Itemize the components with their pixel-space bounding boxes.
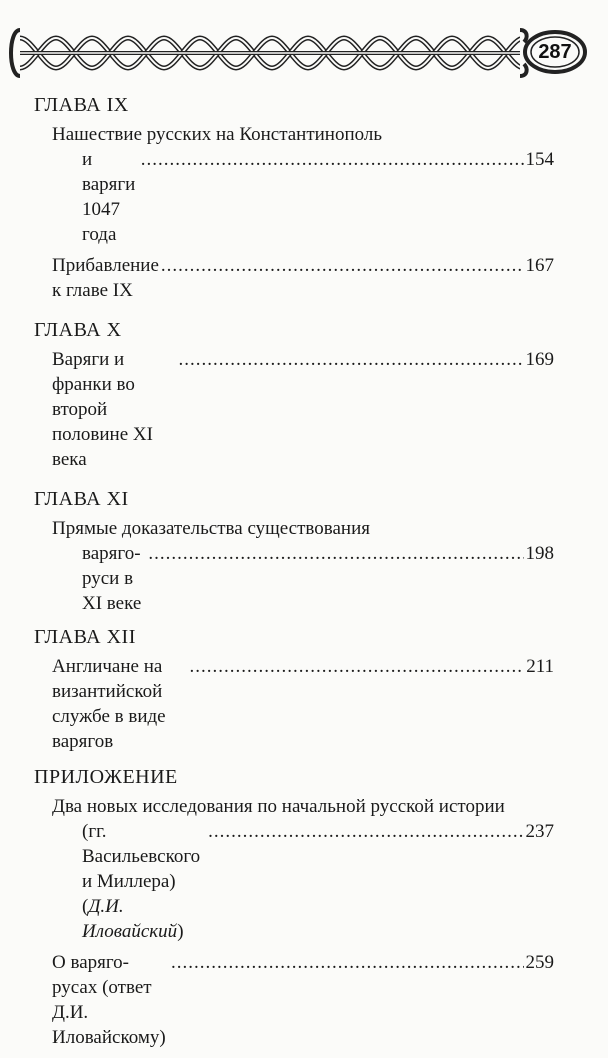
toc-entry-title: и варяги 1047 года <box>82 149 136 245</box>
toc-entry-title: варяго-руси в XI веке <box>82 543 142 614</box>
page-header <box>0 0 608 100</box>
chapter-title: ГЛАВА XII <box>34 626 136 648</box>
toc-entry-page: 169 <box>525 349 554 370</box>
chapter-entries <box>52 347 554 472</box>
chapter-entries <box>52 516 554 616</box>
chapter-entries <box>52 654 554 754</box>
author-name: Д.И. Иловайский <box>82 896 178 942</box>
dot-leader <box>171 950 523 975</box>
chapter-title: ГЛАВА IX <box>34 94 129 116</box>
chapter-entries <box>34 794 554 1050</box>
toc-entry[interactable] <box>52 516 554 616</box>
dot-leader <box>141 147 524 172</box>
toc-entry-page: 211 <box>526 656 554 677</box>
toc-entry[interactable] <box>52 794 554 944</box>
toc-entry-title: О варяго-русах (ответ Д.И. Иловайскому) <box>52 952 166 1048</box>
toc-entry-title: Варяги и франки во второй половине XI века <box>52 349 153 470</box>
chapter-title: ГЛАВА XI <box>34 488 129 510</box>
toc-entry[interactable] <box>52 347 554 472</box>
toc-entry[interactable] <box>52 654 554 754</box>
toc-entry-line1: Два новых исследования по начальной русской истории <box>52 796 505 817</box>
chapter-title: ГЛАВА X <box>34 319 122 341</box>
toc-entry-line1: Прямые доказательства существования <box>52 518 370 539</box>
toc-entry-line1: Нашествие русских на Константинополь <box>52 124 383 145</box>
chapter-entries <box>52 122 554 303</box>
dot-leader <box>178 347 523 372</box>
toc-entry[interactable] <box>52 950 554 1050</box>
toc-entry[interactable] <box>52 253 554 303</box>
chapter-block <box>34 624 554 754</box>
toc-entry[interactable] <box>52 122 554 247</box>
dot-leader <box>189 654 524 679</box>
table-of-contents <box>34 92 554 1058</box>
toc-entry-page: 237 <box>525 821 554 842</box>
dot-leader <box>208 819 523 844</box>
chapter-title: ПРИЛОЖЕНИЕ <box>34 766 178 788</box>
chapter-block <box>34 486 554 616</box>
toc-entry-page: 198 <box>525 543 554 564</box>
chapter-block <box>34 317 554 472</box>
dot-leader <box>148 541 523 566</box>
toc-entry-title: Англичане на византийской службе в виде варягов <box>52 656 166 752</box>
chapter-block <box>34 92 554 303</box>
toc-entry-page: 154 <box>525 149 554 170</box>
toc-entry-page: 259 <box>525 952 554 973</box>
chapter-block <box>34 764 554 1050</box>
toc-entry-page: 167 <box>525 255 554 276</box>
toc-entry-title: Прибавление к главе IX <box>52 255 159 301</box>
toc-entry-title: (гг. Васильевского и Миллера) (Д.И. Иловайский) <box>82 821 201 942</box>
page-number: 287 <box>538 40 572 63</box>
celtic-knot-border-icon <box>0 0 608 100</box>
dot-leader <box>161 253 524 278</box>
